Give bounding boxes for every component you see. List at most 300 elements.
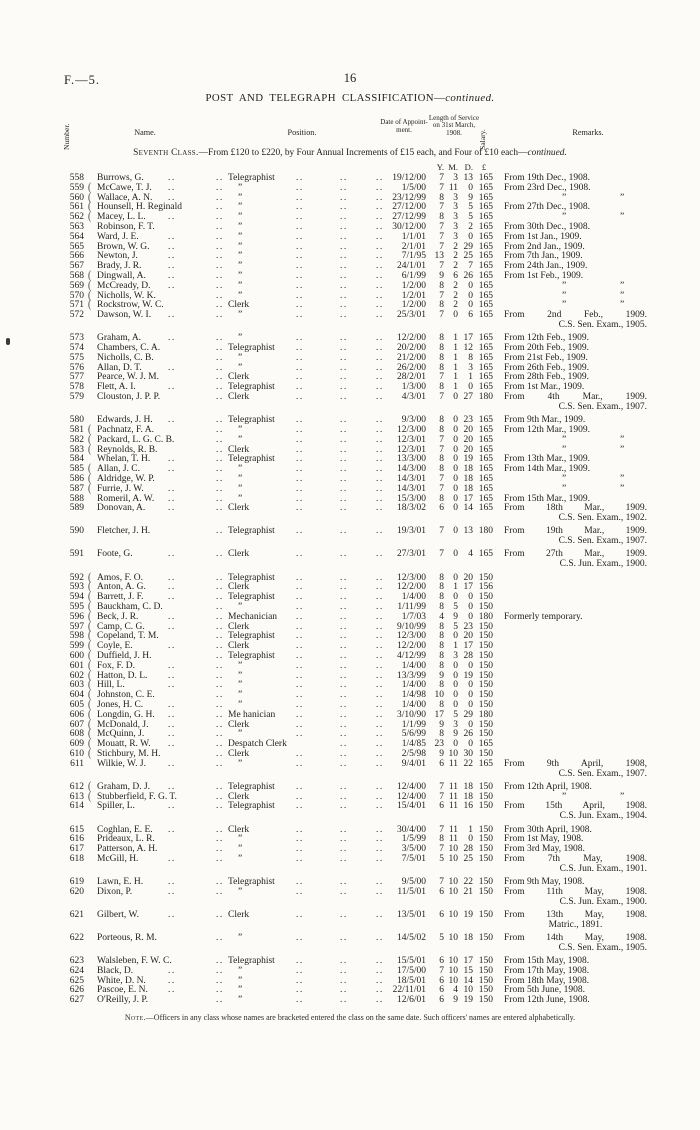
position-cell: Telegraphist (228, 343, 275, 354)
name-cell: Aldridge, W. P. (97, 473, 155, 484)
leader-dots: .. (340, 631, 348, 642)
table-row (0, 527, 700, 547)
leader-dots: .. (376, 680, 384, 691)
leader-dots: .. (296, 690, 304, 701)
date-cell: 26/2/00 (396, 362, 426, 373)
position-cell: ” (238, 975, 243, 986)
remark-line (504, 282, 647, 292)
service-years: 5 (439, 853, 444, 864)
service-years: 8 (439, 650, 444, 661)
leader-dots: .. (216, 824, 224, 835)
salary-cell: 150 (478, 680, 493, 691)
column-header-service: Length of Service on 31st March, 1908. (428, 114, 480, 137)
leader-dots: .. (376, 310, 384, 321)
name-cell: Romeril, A. W. (97, 493, 155, 504)
salary-cell: 150 (478, 781, 493, 792)
ditto-mark: ” (620, 290, 625, 301)
leader-dots: .. (216, 221, 224, 232)
name-cell: Stubberfield, F. G. T. (97, 791, 177, 802)
service-months: 0 (453, 444, 458, 455)
service-years: 8 (439, 280, 444, 291)
remark-line: From 1st Feb., 1909. (504, 270, 584, 281)
salary-cell: 165 (478, 434, 493, 445)
remarks-cell (504, 184, 647, 194)
salary-cell: 165 (478, 300, 493, 311)
leader-dots: .. (216, 680, 224, 691)
leader-dots: .. (376, 758, 384, 769)
leader-dots: .. (296, 641, 304, 652)
remarks-cell (504, 203, 647, 213)
service-years: 6 (439, 503, 444, 514)
ditto-mark: ” (562, 212, 567, 223)
row-number: 560 (69, 192, 84, 203)
position-cell: ” (238, 473, 243, 484)
row-number: 615 (69, 824, 84, 835)
leader-dots: .. (296, 985, 304, 996)
service-days: 0 (468, 601, 473, 612)
remark-line: From 14th May, 1908. (504, 932, 647, 943)
position-cell: ” (238, 660, 243, 671)
remarks-cell (504, 311, 647, 331)
date-cell: 15/4/01 (396, 801, 426, 812)
row-number: 612 (69, 781, 84, 792)
position-cell: Clerk (228, 503, 250, 514)
leader-dots: .. (216, 182, 224, 193)
page-title (0, 94, 700, 104)
service-years: 7 (439, 182, 444, 193)
leader-dots: .. (340, 300, 348, 311)
leader-dots: .. (216, 956, 224, 967)
row-number: 569 (69, 280, 84, 291)
row-number: 558 (69, 173, 84, 183)
name-cell: Brady, J. R. (97, 261, 142, 272)
salary-cell: 150 (478, 699, 493, 710)
leader-dots: .. (376, 801, 384, 812)
row-number: 582 (69, 434, 84, 445)
leader-dots: .. (340, 202, 348, 213)
row-number: 596 (69, 611, 84, 622)
table-row (0, 504, 700, 524)
leader-dots: .. (340, 221, 348, 232)
subheader-pound: £ (481, 162, 487, 172)
row-number: 567 (69, 261, 84, 272)
service-days: 17 (463, 333, 473, 344)
service-days: 14 (463, 975, 473, 986)
leader-dots: .. (216, 975, 224, 986)
service-days: 5 (468, 212, 473, 223)
leader-dots: .. (168, 362, 176, 373)
service-days: 26 (463, 270, 473, 281)
row-number: 598 (69, 631, 84, 642)
service-years: 8 (439, 572, 444, 583)
leader-dots: .. (216, 621, 224, 632)
name-cell: Jones, H. C. (97, 699, 144, 710)
service-months: 2 (453, 280, 458, 291)
salary-cell: 150 (478, 748, 493, 759)
position-cell: ” (238, 464, 243, 475)
service-days: 0 (468, 280, 473, 291)
leader-dots: .. (376, 791, 384, 802)
remark-line: From 7th May, 1908. (504, 853, 647, 864)
name-cell: Black, D. (97, 965, 134, 976)
leader-dots: .. (296, 611, 304, 622)
service-days: 28 (463, 650, 473, 661)
name-cell: Brown, W. G. (97, 241, 150, 252)
bracket-mark: ( (88, 191, 92, 204)
column-header-remarks: Remarks. (572, 128, 604, 137)
leader-dots: .. (216, 641, 224, 652)
salary-cell: 165 (478, 231, 493, 242)
name-cell: Whelan, T. H. (97, 454, 151, 465)
service-months: 10 (448, 853, 458, 864)
leader-dots: .. (376, 699, 384, 710)
service-years: 9 (439, 270, 444, 281)
service-days: 0 (468, 611, 473, 622)
remark-line: From 17th May, 1908. (504, 965, 590, 976)
remarks-cell (504, 426, 647, 436)
leader-dots: .. (376, 611, 384, 622)
position-cell: ” (238, 290, 243, 301)
position-cell: Despatch Clerk (228, 739, 287, 750)
bracket-mark: ( (88, 639, 92, 653)
name-cell: McGill, H. (97, 853, 139, 864)
row-number: 600 (69, 650, 84, 661)
leader-dots: .. (216, 261, 224, 272)
leader-dots: .. (376, 965, 384, 976)
leader-dots: .. (168, 824, 176, 835)
service-months: 0 (453, 464, 458, 475)
column-header-date: Date of Appoint- ment. (380, 118, 428, 134)
salary-cell: 165 (478, 382, 493, 393)
bracket-mark: ( (88, 210, 92, 224)
position-cell: ” (238, 310, 243, 321)
leader-dots: .. (376, 424, 384, 435)
ditto-mark: ” (620, 192, 625, 203)
leader-dots: .. (376, 876, 384, 887)
table-row (0, 760, 700, 780)
service-months: 11 (448, 791, 458, 802)
service-days: 13 (463, 526, 473, 537)
row-number: 593 (69, 582, 84, 593)
service-years: 9 (439, 748, 444, 759)
name-cell: O'Reilly, J. P. (97, 995, 148, 1006)
row-number: 614 (69, 801, 84, 812)
leader-dots: .. (216, 424, 224, 435)
leader-dots: .. (168, 801, 176, 812)
name-cell: Hatton, D. L. (97, 670, 148, 681)
leader-dots: .. (296, 719, 304, 730)
service-months: 11 (448, 781, 458, 792)
ditto-mark: ” (620, 434, 625, 445)
service-years: 7 (439, 392, 444, 403)
date-cell: 9/3/00 (401, 415, 426, 426)
name-cell: Hounsell, H. Reginald (97, 202, 182, 213)
salary-cell: 150 (478, 621, 493, 632)
position-cell: ” (238, 985, 243, 996)
date-cell: 19/12/00 (392, 173, 426, 183)
service-months: 0 (453, 739, 458, 750)
row-number: 579 (69, 392, 84, 403)
table-row (0, 311, 700, 331)
service-months: 3 (453, 650, 458, 661)
salary-cell: 165 (478, 424, 493, 435)
remark-line: From 13th Mar., 1909. (504, 454, 591, 465)
salary-cell: 150 (478, 985, 493, 996)
leader-dots: .. (216, 985, 224, 996)
service-days: 0 (468, 300, 473, 311)
leader-dots: .. (340, 270, 348, 281)
date-cell: 1/4/00 (401, 660, 426, 671)
position-cell: Clerk (228, 582, 250, 593)
leader-dots: .. (216, 241, 224, 252)
salary-cell: 165 (478, 202, 493, 213)
salary-cell: 150 (478, 801, 493, 812)
leader-dots: .. (168, 182, 176, 193)
row-number: 606 (69, 709, 84, 720)
name-cell: Hill, L. (97, 680, 125, 691)
ditto-mark: ” (562, 434, 567, 445)
salary-cell: 150 (478, 886, 493, 897)
position-cell: ” (238, 680, 243, 691)
classification-table (0, 174, 700, 1006)
leader-dots: .. (296, 886, 304, 897)
service-days: 29 (463, 241, 473, 252)
position-cell: Telegraphist (228, 781, 275, 792)
leader-dots: .. (376, 372, 384, 383)
position-cell: ” (238, 251, 243, 262)
leader-dots: .. (296, 853, 304, 864)
row-number: 623 (69, 956, 84, 967)
service-years: 8 (439, 641, 444, 652)
row-number: 597 (69, 621, 84, 632)
date-cell: 22/11/01 (392, 985, 426, 996)
date-cell: 12/2/00 (396, 333, 426, 344)
leader-dots: .. (376, 886, 384, 897)
service-years: 7 (439, 526, 444, 537)
service-days: 28 (463, 844, 473, 855)
service-years: 8 (439, 601, 444, 612)
leader-dots: .. (168, 621, 176, 632)
salary-cell: 165 (478, 352, 493, 363)
position-cell: Clerk (228, 791, 250, 802)
leader-dots: .. (216, 791, 224, 802)
service-days: 18 (463, 781, 473, 792)
leader-dots: .. (216, 729, 224, 740)
position-cell: ” (238, 670, 243, 681)
service-years: 6 (439, 985, 444, 996)
position-cell: ” (238, 352, 243, 363)
name-cell: McDonald, J. (97, 719, 149, 730)
footnote-label: Note. (124, 1013, 146, 1022)
service-months: 11 (448, 801, 458, 812)
leader-dots: .. (216, 526, 224, 537)
leader-dots: .. (216, 270, 224, 281)
leader-dots: .. (340, 699, 348, 710)
bracket-mark: ( (88, 269, 92, 282)
leader-dots: .. (340, 781, 348, 792)
leader-dots: .. (168, 965, 176, 976)
leader-dots: .. (296, 300, 304, 311)
leader-dots: .. (168, 464, 176, 475)
leader-dots: .. (216, 352, 224, 363)
position-cell: Clerk (228, 300, 250, 311)
service-months: 0 (453, 392, 458, 403)
salary-cell: 150 (478, 592, 493, 603)
row-number: 603 (69, 680, 84, 691)
leader-dots: .. (376, 601, 384, 612)
footnote-body: —Officers in any class whose names are bracketed entered the class on the same date. Such officers' names are entered alphabetically. (145, 1013, 576, 1022)
service-months: 3 (453, 231, 458, 242)
leader-dots: .. (296, 592, 304, 603)
service-days: 0 (468, 592, 473, 603)
bracket-mark: ( (88, 443, 92, 456)
date-cell: 14/3/01 (396, 473, 426, 484)
ditto-mark: ” (562, 290, 567, 301)
leader-dots: .. (168, 212, 176, 223)
leader-dots: .. (216, 781, 224, 792)
service-days: 0 (468, 719, 473, 730)
service-days: 17 (463, 582, 473, 593)
leader-dots: .. (376, 853, 384, 864)
remark-line (504, 475, 647, 485)
leader-dots: .. (376, 261, 384, 272)
leader-dots: .. (296, 372, 304, 383)
date-cell: 13/5/01 (396, 909, 426, 920)
service-years: 6 (439, 975, 444, 986)
salary-cell: 180 (478, 611, 493, 622)
row-number: 590 (69, 526, 84, 537)
service-days: 5 (468, 202, 473, 213)
salary-cell: 150 (478, 690, 493, 701)
service-years: 7 (439, 202, 444, 213)
service-months: 0 (453, 670, 458, 681)
remark-line: C.S. Sen. Exam., 1905. (558, 942, 647, 953)
position-cell: ” (238, 270, 243, 281)
bracket-mark: ( (88, 747, 92, 760)
service-years: 7 (439, 781, 444, 792)
bracket-mark: ( (88, 298, 92, 312)
bracket-mark: ( (88, 659, 92, 672)
leader-dots: .. (168, 699, 176, 710)
remarks-cell (504, 802, 647, 822)
row-number: 573 (69, 333, 84, 344)
service-days: 18 (463, 932, 473, 943)
leader-dots: .. (296, 202, 304, 213)
service-years: 10 (434, 690, 444, 701)
service-months: 10 (448, 886, 458, 897)
bracket-mark: ( (88, 200, 92, 214)
leader-dots: .. (376, 995, 384, 1006)
position-cell: ” (238, 212, 243, 223)
position-cell: Telegraphist (228, 454, 275, 465)
leader-dots: .. (340, 372, 348, 383)
leader-dots: .. (216, 290, 224, 301)
table-row (0, 855, 700, 875)
service-days: 18 (463, 483, 473, 494)
service-months: 0 (453, 526, 458, 537)
service-years: 13 (434, 251, 444, 262)
leader-dots: .. (216, 690, 224, 701)
remarks-cell (504, 272, 647, 282)
leader-dots: .. (296, 415, 304, 426)
name-cell: McCready, D. (97, 280, 151, 291)
service-months: 9 (453, 995, 458, 1006)
remark-line: From 1st May, 1908. (504, 834, 584, 845)
service-years: 8 (439, 333, 444, 344)
service-months: 10 (448, 844, 458, 855)
leader-dots: .. (340, 444, 348, 455)
leader-dots: .. (216, 670, 224, 681)
salary-cell: 165 (478, 444, 493, 455)
section-continued: continued. (527, 148, 567, 158)
name-cell: Donovan, A. (97, 503, 146, 514)
service-months: 9 (453, 611, 458, 622)
ditto-mark: ” (620, 212, 625, 223)
leader-dots: .. (296, 781, 304, 792)
service-years: 7 (439, 173, 444, 183)
service-months: 11 (448, 182, 458, 193)
section-body: —From £120 to £220, by Four Annual Increments of £15 each, and Four of £10 each— (198, 148, 528, 158)
leader-dots: .. (216, 415, 224, 426)
service-days: 22 (463, 876, 473, 887)
ditto-mark: ” (620, 300, 625, 311)
date-cell: 30/12/00 (392, 221, 426, 232)
date-cell: 1/4/00 (401, 680, 426, 691)
name-cell: Nicholls, W. K. (97, 290, 156, 301)
service-days: 19 (463, 670, 473, 681)
service-days: 19 (463, 454, 473, 465)
leader-dots: .. (376, 956, 384, 967)
leader-dots: .. (340, 261, 348, 272)
leader-dots: .. (296, 280, 304, 291)
service-days: 1 (468, 824, 473, 835)
leader-dots: .. (376, 549, 384, 560)
leader-dots: .. (216, 503, 224, 514)
scan-artifact (6, 338, 10, 345)
bracket-mark: ( (88, 433, 92, 446)
leader-dots: .. (168, 781, 176, 792)
leader-dots: .. (216, 582, 224, 593)
position-cell: Clerk (228, 621, 250, 632)
leader-dots: .. (340, 343, 348, 354)
service-months: 10 (448, 965, 458, 976)
ditto-mark: ” (562, 444, 567, 455)
leader-dots: .. (376, 526, 384, 537)
salary-cell: 156 (478, 582, 493, 593)
salary-cell: 165 (478, 372, 493, 383)
leader-dots: .. (376, 631, 384, 642)
leader-dots: .. (340, 985, 348, 996)
name-cell: Porteous, R. M. (97, 932, 157, 943)
salary-cell: 165 (478, 192, 493, 203)
remarks-cell (504, 436, 647, 446)
salary-cell: 165 (478, 343, 493, 354)
service-years: 7 (439, 473, 444, 484)
leader-dots: .. (340, 549, 348, 560)
column-header-name: Name. (134, 128, 156, 137)
leader-dots: .. (296, 995, 304, 1006)
service-years: 8 (439, 660, 444, 671)
leader-dots: .. (168, 975, 176, 986)
leader-dots: .. (296, 834, 304, 845)
leader-dots: .. (376, 572, 384, 583)
service-years: 7 (439, 261, 444, 272)
leader-dots: .. (340, 660, 348, 671)
date-cell: 1/4/98 (401, 690, 426, 701)
service-days: 18 (463, 464, 473, 475)
leader-dots: .. (216, 572, 224, 583)
service-years: 8 (439, 493, 444, 504)
